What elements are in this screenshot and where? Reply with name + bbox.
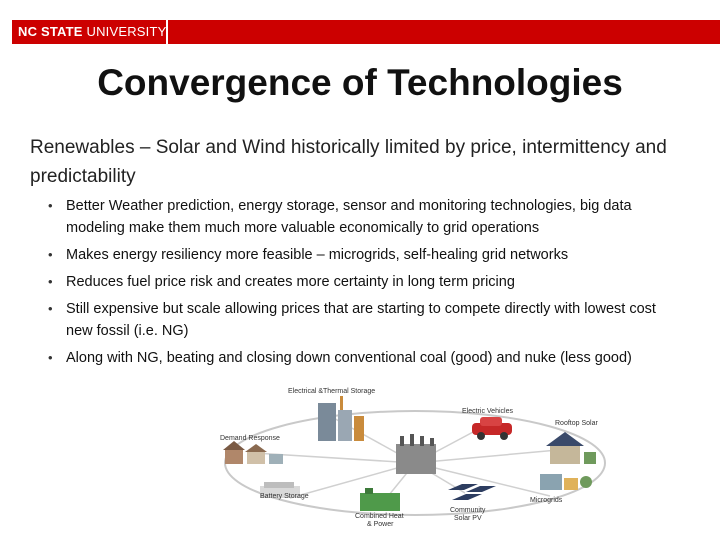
label-demand-response: Demand Response (220, 435, 280, 442)
rooftop-solar-icon (546, 432, 596, 464)
header-stripe (168, 20, 720, 44)
label-microgrids: Microgrids (530, 497, 563, 504)
university-logo (12, 20, 166, 44)
slide-title: Convergence of Technologies (97, 62, 623, 103)
electric-vehicle-icon (472, 417, 512, 440)
label-community-line1: Community (450, 507, 486, 514)
logo-bold: NC STATE (18, 24, 83, 39)
label-chp-line1: Combined Heat (355, 513, 404, 520)
bullet-item: • Makes energy resiliency more feasible – microgrids, self-healing grid networks (46, 244, 686, 266)
microgrids-icon (540, 474, 592, 490)
lead-paragraph: Renewables – Solar and Wind historically limited by price, intermittency and predictability (30, 137, 667, 187)
grid-technologies-diagram (200, 378, 630, 538)
label-battery-storage: Battery Storage (260, 493, 309, 500)
logo-thin: UNIVERSITY (82, 24, 166, 39)
bullet-list (46, 195, 686, 374)
bullet-item: • Along with NG, beating and closing down conventional coal (good) and nuke (less good) (46, 347, 686, 369)
substation-icon (396, 434, 436, 474)
bullet-item: • Reduces fuel price risk and creates more certainty in long term pricing (46, 271, 686, 293)
chp-icon (360, 488, 400, 511)
bullet-item: • Still expensive but scale allowing prices that are starting to compete directly with lowest cost new fossil (i.e. NG) (46, 298, 686, 342)
label-rooftop-solar: Rooftop Solar (555, 420, 598, 427)
bullet-item: • Better Weather prediction, energy storage, sensor and monitoring technologies, big data modeling make them much more valuable economically to grid operations (46, 195, 686, 239)
label-storage: Electrical &Thermal Storage (288, 388, 376, 395)
label-community-line2: Solar PV (454, 515, 482, 522)
header-bar (0, 20, 720, 44)
label-electric-vehicles: Electric Vehicles (462, 408, 513, 415)
houses-icon (223, 441, 283, 464)
label-chp-line2: & Power (367, 521, 394, 528)
storage-buildings-icon (318, 396, 364, 441)
